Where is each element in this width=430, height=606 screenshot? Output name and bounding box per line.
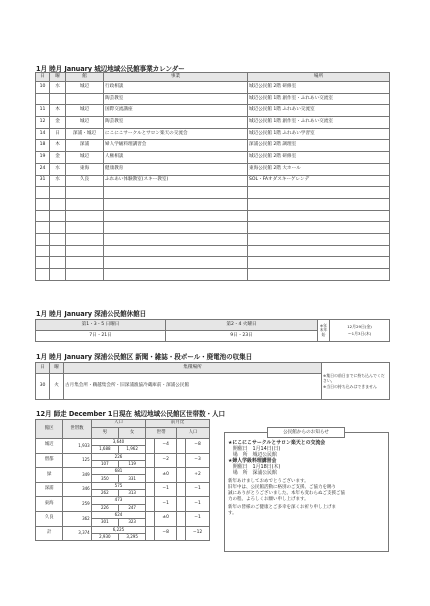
closed-col2-head: 第2・4 火曜日: [166, 320, 318, 331]
pop-change-person: −1: [186, 497, 210, 512]
cal-place: [248, 187, 390, 199]
pop-head-hh: 世帯: [146, 428, 177, 439]
cal-event: [104, 257, 248, 269]
cal-weekday: 木: [50, 140, 66, 152]
pop-change-person-sign: [176, 482, 185, 497]
cal-event: 陶芸教室: [104, 117, 248, 129]
pop-female: 313: [118, 490, 145, 497]
pop-female: 3,295: [118, 533, 145, 540]
closed-col1-head: 第1・3・5 日曜日: [36, 320, 166, 331]
cal-place: 城辺公民館 1階 ふれあい交流室: [248, 105, 390, 117]
cal-place: 深浦公民館 2階 調理室: [248, 140, 390, 152]
pop-male: 262: [91, 490, 118, 497]
closed-days-table: [35, 319, 390, 342]
cal-event: [104, 210, 248, 222]
collection-note-2: ※当日の持ち込みはできません: [323, 383, 377, 389]
pop-total: 6,225: [91, 526, 146, 533]
cal-day: 10: [36, 82, 50, 94]
pop-head-households: 世帯数: [63, 420, 91, 439]
pop-male: 226: [91, 504, 118, 511]
cal-event: にこにこサークルとサロン楽天の交流会: [104, 128, 248, 140]
cal-day: [36, 269, 50, 281]
table-row: [36, 198, 390, 210]
collection-table: [35, 362, 390, 400]
pop-head-change: 前月比: [146, 420, 210, 428]
notice-line: 誠にありがとうございました。本年も変わらぬご支援ご協: [228, 491, 345, 496]
table-row: [36, 497, 210, 504]
pop-change-person: −8: [186, 439, 210, 454]
cal-head-place: 場所: [248, 73, 390, 82]
pop-female: 323: [118, 519, 145, 526]
cal-event: 国際交流講座: [104, 105, 248, 117]
pop-change-hh: −1: [155, 497, 177, 512]
cal-hall: [66, 257, 104, 269]
cal-head-weekday: 曜: [50, 73, 66, 82]
notice-line: 新年あけましておめでとうございます。: [228, 479, 309, 484]
table-row: [36, 175, 390, 187]
collection-place: 古月集会所・鵜越集会所・旧深浦漁協冷蔵庫前・深浦公民館: [64, 374, 322, 400]
cal-place: SOL・FAオダスキーゲレンデ: [248, 175, 390, 187]
closed-days-title: 1月 睦月 January 深浦公民館休館日: [36, 310, 147, 318]
cal-weekday: 金: [50, 117, 66, 129]
pop-total: 681: [91, 468, 146, 475]
pop-head-male: 男: [91, 428, 118, 439]
pop-male: 350: [91, 475, 118, 482]
collection-head-day: 日: [36, 363, 50, 374]
cal-hall: 東海: [66, 163, 104, 175]
pop-change-hh: −2: [155, 453, 177, 468]
pop-area: 僧都: [36, 453, 63, 468]
pop-head-female: 女: [118, 428, 145, 439]
notice-line: ★にこにこサークルとサロン楽天との交流会: [228, 440, 326, 446]
cal-day: [36, 198, 50, 210]
cal-day: [36, 187, 50, 199]
pop-change-hh-sign: [146, 453, 155, 468]
pop-households: 259: [63, 497, 91, 512]
population-table: [35, 419, 210, 541]
notice-line: 力の程、よろしくお願い申し上げます。: [228, 497, 309, 502]
closed-note-end: 〜1月3日(木): [347, 330, 372, 336]
pop-households: 1,933: [63, 439, 91, 454]
pop-total: 226: [91, 453, 146, 460]
cal-weekday: [50, 222, 66, 234]
pop-households: 125: [63, 453, 91, 468]
cal-weekday: [50, 187, 66, 199]
cal-place: 城辺公民館 1階 創作室・ふれあい交流室: [248, 93, 390, 105]
cal-event: ふれあい体験教室(スキー教室): [104, 175, 248, 187]
cal-place: [248, 222, 390, 234]
cal-day: [36, 233, 50, 245]
cal-event: 行政相談: [104, 82, 248, 94]
cal-event: [104, 269, 248, 281]
pop-change-hh: −4: [155, 439, 177, 454]
cal-weekday: [50, 233, 66, 245]
pop-change-hh-sign: [146, 482, 155, 497]
cal-place: [248, 269, 390, 281]
pop-change-person-sign: [176, 439, 185, 454]
table-row: [36, 233, 390, 245]
pop-male: 301: [91, 519, 118, 526]
cal-hall: [66, 233, 104, 245]
cal-place: [248, 245, 390, 257]
notice-head: 公民館からのお知らせ: [267, 427, 345, 438]
table-row: [36, 453, 210, 460]
pop-male: 107: [91, 460, 118, 467]
cal-place: 東海公民館 2階 大ホール: [248, 163, 390, 175]
closed-note-mark: ※年末年始: [318, 320, 330, 342]
table-row: [36, 511, 210, 518]
pop-households: 346: [63, 482, 91, 497]
pop-female: 119: [118, 460, 145, 467]
closed-col1-dates: 7日・21日: [36, 331, 166, 342]
pop-households: 349: [63, 468, 91, 483]
table-row: [36, 468, 210, 475]
cal-event: 人権相談: [104, 152, 248, 164]
pop-area: 緑: [36, 468, 63, 483]
cal-head-hall: 館: [66, 73, 104, 82]
event-calendar-table: [35, 72, 390, 281]
pop-change-hh: ±0: [155, 468, 177, 483]
cal-hall: 深浦・城辺: [66, 128, 104, 140]
cal-hall: [66, 210, 104, 222]
pop-change-person: −12: [186, 526, 210, 541]
table-row: [36, 140, 390, 152]
pop-head-population: 人口: [91, 420, 146, 428]
pop-change-hh: −8: [155, 526, 177, 541]
notice-line: す。: [228, 511, 237, 516]
pop-households: 362: [63, 511, 91, 526]
closed-col2-dates: 9日・23日: [166, 331, 318, 342]
cal-day: 19: [36, 152, 50, 164]
pop-change-hh: ±0: [155, 511, 177, 526]
table-row: [36, 222, 390, 234]
cal-day: 12: [36, 117, 50, 129]
table-row: [36, 257, 390, 269]
cal-day: [36, 93, 50, 105]
cal-day: [36, 222, 50, 234]
closed-note-start: 12月29日(金): [347, 324, 372, 330]
cal-hall: [66, 198, 104, 210]
cal-day: 14: [36, 128, 50, 140]
pop-change-hh-sign: [146, 439, 155, 454]
table-row: [36, 210, 390, 222]
pop-change-person-sign: [176, 526, 185, 541]
cal-event: [104, 187, 248, 199]
pop-female: 1,962: [118, 446, 145, 453]
cal-weekday: 水: [50, 175, 66, 187]
cal-place: 城辺公民館 2階 研修室: [248, 82, 390, 94]
pop-female: 331: [118, 475, 145, 482]
pop-change-hh-sign: [146, 468, 155, 483]
cal-weekday: [50, 257, 66, 269]
table-row: [36, 152, 390, 164]
pop-head-area: 館区: [36, 420, 63, 439]
cal-event: 健康教育: [104, 163, 248, 175]
pop-total: 575: [91, 482, 146, 489]
collection-note-1: ※集日の前日までに持ち込んでください。: [323, 373, 385, 384]
cal-weekday: [50, 245, 66, 257]
pop-area: 城辺: [36, 439, 63, 454]
pop-households: 3,374: [63, 526, 91, 541]
cal-day: 11: [36, 105, 50, 117]
cal-event: [104, 245, 248, 257]
notice-line: 場 所 城辺公民館: [228, 452, 277, 458]
cal-hall: 城辺: [66, 117, 104, 129]
cal-event: [104, 222, 248, 234]
table-row: [36, 105, 390, 117]
table-row: [36, 439, 210, 446]
cal-event: [104, 233, 248, 245]
calendar-title: 1月 睦月 January 城辺地域公民館事業カレンダー: [36, 65, 185, 73]
cal-day: [36, 210, 50, 222]
notice-line: 開催日 1月18日(木): [228, 464, 281, 470]
cal-weekday: 日: [50, 128, 66, 140]
cal-weekday: [50, 269, 66, 281]
pop-area: 計: [36, 526, 63, 541]
cal-place: 城辺公民館 1階 ふれあい学習室: [248, 128, 390, 140]
cal-place: [248, 210, 390, 222]
cal-weekday: [50, 198, 66, 210]
collection-head-weekday: 曜: [50, 363, 64, 374]
cal-hall: [66, 269, 104, 281]
cal-weekday: 木: [50, 105, 66, 117]
cal-day: 18: [36, 140, 50, 152]
cal-place: [248, 257, 390, 269]
cal-event: 陶芸教室: [104, 93, 248, 105]
population-title: 12月 師走 December 1日現在 城辺地域公民館区世帯数・人口: [36, 410, 225, 418]
collection-day: 30: [36, 374, 50, 400]
collection-notes: [322, 363, 390, 400]
cal-hall: 深浦: [66, 140, 104, 152]
cal-place: [248, 198, 390, 210]
table-row: [36, 245, 390, 257]
table-row: [36, 128, 390, 140]
cal-head-event: 事業: [104, 73, 248, 82]
pop-total: 3,640: [91, 439, 146, 446]
cal-day: [36, 245, 50, 257]
pop-area: 深浦: [36, 482, 63, 497]
pop-change-hh-sign: [146, 511, 155, 526]
pop-change-hh-sign: [146, 526, 155, 541]
table-row: [36, 163, 390, 175]
table-row: [36, 187, 390, 199]
pop-total: 624: [91, 511, 146, 518]
table-row: [36, 82, 390, 94]
cal-day: [36, 257, 50, 269]
cal-weekday: 水: [50, 82, 66, 94]
closed-note: [330, 320, 390, 342]
pop-area: 東海: [36, 497, 63, 512]
pop-female: 247: [118, 504, 145, 511]
collection-weekday: 火: [50, 374, 64, 400]
notice-line: 開催日 1月14日(日): [228, 446, 281, 452]
cal-place: 城辺公民館 2階 研修室: [248, 152, 390, 164]
cal-place: 城辺公民館 1階 創作室・ふれあい交流室: [248, 117, 390, 129]
table-row: [36, 482, 210, 489]
cal-hall: [66, 245, 104, 257]
cal-hall: 城辺: [66, 152, 104, 164]
collection-title: 1月 睦月 January 深浦公民館区 新聞・雑誌・段ボール・廃電池の収集日: [36, 353, 253, 361]
cal-place: [248, 233, 390, 245]
pop-change-hh: −1: [155, 482, 177, 497]
collection-head-place: 集積場所: [64, 363, 322, 374]
cal-event: 婦人学級料理講習会: [104, 140, 248, 152]
cal-day: 31: [36, 175, 50, 187]
pop-area: 久良: [36, 511, 63, 526]
cal-weekday: 水: [50, 163, 66, 175]
pop-change-person: −1: [186, 482, 210, 497]
pop-male: 2,930: [91, 533, 118, 540]
cal-weekday: [50, 210, 66, 222]
pop-male: 1,688: [91, 446, 118, 453]
cal-hall: [66, 93, 104, 105]
notice-line: ★婦人学級料理講習会: [228, 458, 277, 464]
cal-weekday: 金: [50, 152, 66, 164]
cal-hall: [66, 222, 104, 234]
pop-change-person: −1: [186, 511, 210, 526]
cal-head-day: 日: [36, 73, 50, 82]
table-row: [36, 269, 390, 281]
cal-weekday: [50, 93, 66, 105]
pop-total: 473: [91, 497, 146, 504]
cal-hall: [66, 187, 104, 199]
cal-day: 24: [36, 163, 50, 175]
pop-change-person: +2: [186, 468, 210, 483]
cal-hall: 城辺: [66, 105, 104, 117]
table-row: [36, 93, 390, 105]
cal-hall: 城辺: [66, 82, 104, 94]
notice-line: 場 所 深浦公民館: [228, 470, 277, 476]
pop-change-person: −3: [186, 453, 210, 468]
pop-head-person: 人口: [176, 428, 209, 439]
table-row: [36, 117, 390, 129]
notice-line: 新年の皆様のご健康とご多幸を深くお祈り申し上げま: [228, 505, 336, 510]
cal-hall: 久良: [66, 175, 104, 187]
pop-change-hh-sign: [146, 497, 155, 512]
table-row: [36, 526, 210, 533]
cal-event: [104, 198, 248, 210]
pop-change-person-sign: [176, 497, 185, 512]
pop-change-person-sign: [176, 511, 185, 526]
pop-change-person-sign: [176, 453, 185, 468]
notice-line: 旧年中は、公民館活動に格別のご支援、ご協力を賜り: [228, 485, 336, 490]
pop-change-person-sign: [176, 468, 185, 483]
